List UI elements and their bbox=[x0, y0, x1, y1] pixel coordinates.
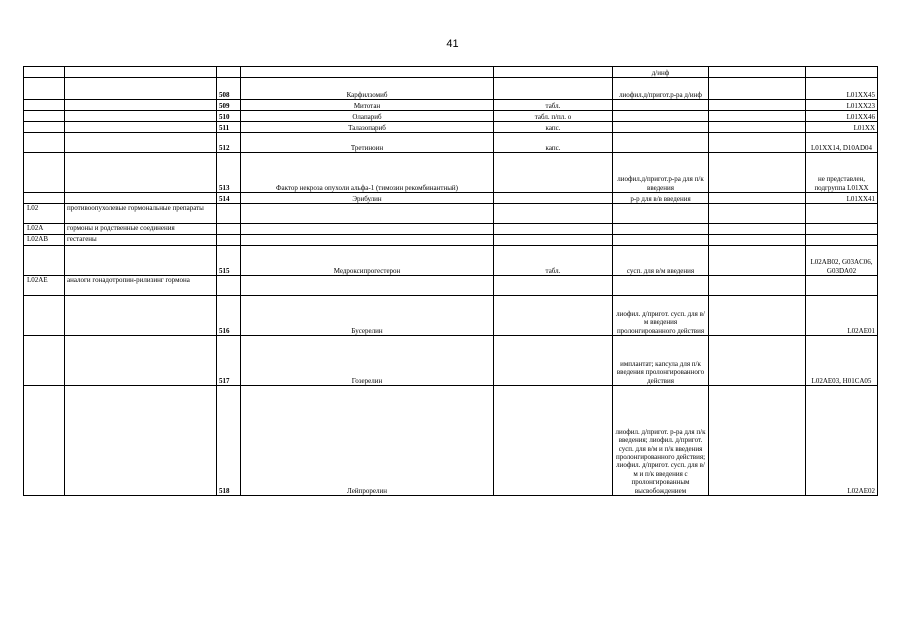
atc-group-code-cell bbox=[24, 111, 65, 122]
atc-code-cell bbox=[806, 67, 878, 78]
atc-group-code-cell bbox=[24, 296, 65, 336]
atc-group-name-cell: аналоги гонадотропин-рилизинг гормона bbox=[65, 276, 217, 296]
atc-group-code-cell bbox=[24, 78, 65, 100]
table-row bbox=[24, 78, 878, 100]
atc-group-name-cell bbox=[65, 67, 217, 78]
item-number-cell bbox=[217, 276, 241, 296]
atc-group-code-cell bbox=[24, 153, 65, 193]
special-form-cell bbox=[613, 122, 709, 133]
blank-cell bbox=[709, 122, 806, 133]
item-number-cell bbox=[217, 67, 241, 78]
dosage-form-cell bbox=[494, 276, 613, 296]
special-form-cell: р-р для в/в введения bbox=[613, 193, 709, 204]
dosage-form-cell bbox=[494, 78, 613, 100]
table-row bbox=[24, 224, 878, 235]
atc-group-name-cell: гестагены bbox=[65, 235, 217, 246]
atc-code-cell: L02AE02 bbox=[806, 386, 878, 496]
item-number-cell: 518 bbox=[217, 386, 241, 496]
item-number-cell: 508 bbox=[217, 78, 241, 100]
atc-group-name-cell bbox=[65, 246, 217, 276]
atc-group-code-cell: L02AE bbox=[24, 276, 65, 296]
special-form-cell bbox=[613, 276, 709, 296]
table-row bbox=[24, 296, 878, 336]
atc-code-cell: L02AB02, G03AC06, G03DA02 bbox=[806, 246, 878, 276]
dosage-form-cell bbox=[494, 235, 613, 246]
atc-group-name-cell bbox=[65, 100, 217, 111]
atc-group-name-cell bbox=[65, 193, 217, 204]
item-number-cell: 514 bbox=[217, 193, 241, 204]
atc-group-code-cell bbox=[24, 193, 65, 204]
dosage-form-cell: капс. bbox=[494, 133, 613, 153]
page-number: 41 bbox=[446, 38, 459, 50]
drug-name-cell: Олапариб bbox=[241, 111, 494, 122]
special-form-cell: д/инф bbox=[613, 67, 709, 78]
item-number-cell bbox=[217, 235, 241, 246]
blank-cell bbox=[709, 153, 806, 193]
atc-code-cell: L02AE03, H01CA05 bbox=[806, 336, 878, 386]
atc-code-cell: L01XX14, D10AD04 bbox=[806, 133, 878, 153]
blank-cell bbox=[709, 386, 806, 496]
blank-cell bbox=[709, 100, 806, 111]
drug-name-cell: Третиноин bbox=[241, 133, 494, 153]
special-form-cell bbox=[613, 235, 709, 246]
dosage-form-cell bbox=[494, 336, 613, 386]
blank-cell bbox=[709, 336, 806, 386]
atc-code-cell bbox=[806, 235, 878, 246]
dosage-form-cell: табл. bbox=[494, 246, 613, 276]
blank-cell bbox=[709, 296, 806, 336]
atc-group-name-cell bbox=[65, 111, 217, 122]
atc-group-code-cell bbox=[24, 336, 65, 386]
drug-table bbox=[23, 66, 878, 496]
special-form-cell: сусп. для в/м введения bbox=[613, 246, 709, 276]
table-row bbox=[24, 246, 878, 276]
drug-name-cell: Медроксипрогестерон bbox=[241, 246, 494, 276]
atc-group-name-cell bbox=[65, 122, 217, 133]
atc-group-code-cell bbox=[24, 246, 65, 276]
dosage-form-cell bbox=[494, 153, 613, 193]
atc-code-cell bbox=[806, 276, 878, 296]
dosage-form-cell bbox=[494, 193, 613, 204]
table-row bbox=[24, 204, 878, 224]
blank-cell bbox=[709, 235, 806, 246]
special-form-cell bbox=[613, 100, 709, 111]
table-row bbox=[24, 122, 878, 133]
atc-code-cell: L01XX bbox=[806, 122, 878, 133]
dosage-form-cell bbox=[494, 386, 613, 496]
special-form-cell: лиофил. д/пригот. р-ра для п/к введения; лиофил. д/пригот. сусп. для в/м и п/к введения пролонгированного действия; лиофил. д/пригот. сусп. для в/м и п/к введения с пролонгированным высвобождением bbox=[613, 386, 709, 496]
atc-group-code-cell bbox=[24, 100, 65, 111]
drug-name-cell: Карфилзомиб bbox=[241, 78, 494, 100]
blank-cell bbox=[709, 224, 806, 235]
atc-group-code-cell: L02 bbox=[24, 204, 65, 224]
dosage-form-cell bbox=[494, 296, 613, 336]
drug-name-cell bbox=[241, 204, 494, 224]
item-number-cell bbox=[217, 204, 241, 224]
table-row bbox=[24, 336, 878, 386]
special-form-cell bbox=[613, 133, 709, 153]
blank-cell bbox=[709, 204, 806, 224]
atc-group-name-cell bbox=[65, 153, 217, 193]
drug-name-cell bbox=[241, 276, 494, 296]
blank-cell bbox=[709, 78, 806, 100]
table-row bbox=[24, 193, 878, 204]
table-row bbox=[24, 67, 878, 78]
item-number-cell: 512 bbox=[217, 133, 241, 153]
table-row bbox=[24, 386, 878, 496]
atc-group-code-cell bbox=[24, 133, 65, 153]
blank-cell bbox=[709, 67, 806, 78]
atc-code-cell: L02AE01 bbox=[806, 296, 878, 336]
item-number-cell: 515 bbox=[217, 246, 241, 276]
dosage-form-cell: капс. bbox=[494, 122, 613, 133]
drug-name-cell: Митотан bbox=[241, 100, 494, 111]
atc-code-cell: L01XX46 bbox=[806, 111, 878, 122]
drug-name-cell: Гозерелин bbox=[241, 336, 494, 386]
table-row bbox=[24, 111, 878, 122]
atc-group-name-cell bbox=[65, 78, 217, 100]
atc-group-code-cell bbox=[24, 67, 65, 78]
atc-code-cell: не представлен, подгруппа L01XX bbox=[806, 153, 878, 193]
atc-code-cell bbox=[806, 204, 878, 224]
blank-cell bbox=[709, 193, 806, 204]
item-number-cell: 517 bbox=[217, 336, 241, 386]
special-form-cell: лиофил.д/пригот.р-ра д/инф bbox=[613, 78, 709, 100]
atc-group-code-cell: L02A bbox=[24, 224, 65, 235]
dosage-form-cell bbox=[494, 67, 613, 78]
atc-group-name-cell bbox=[65, 296, 217, 336]
table-row bbox=[24, 133, 878, 153]
drug-name-cell: Лейпрорелин bbox=[241, 386, 494, 496]
atc-group-code-cell bbox=[24, 386, 65, 496]
special-form-cell bbox=[613, 204, 709, 224]
drug-name-cell: Эрибулин bbox=[241, 193, 494, 204]
dosage-form-cell bbox=[494, 224, 613, 235]
blank-cell bbox=[709, 276, 806, 296]
table-row bbox=[24, 153, 878, 193]
special-form-cell: имплантат; капсула для п/к введения пролонгированного действия bbox=[613, 336, 709, 386]
item-number-cell: 511 bbox=[217, 122, 241, 133]
table-row bbox=[24, 235, 878, 246]
drug-name-cell bbox=[241, 224, 494, 235]
atc-code-cell: L01XX41 bbox=[806, 193, 878, 204]
atc-group-name-cell: противоопухолевые гормональные препараты bbox=[65, 204, 217, 224]
special-form-cell: лиофил.д/пригот.р-ра для п/к введения bbox=[613, 153, 709, 193]
drug-name-cell: Фактор некроза опухоли альфа-1 (тимозин рекомбинантный) bbox=[241, 153, 494, 193]
drug-name-cell: Бусерелин bbox=[241, 296, 494, 336]
atc-group-code-cell: L02AB bbox=[24, 235, 65, 246]
dosage-form-cell: табл. п/пл. о bbox=[494, 111, 613, 122]
table-row bbox=[24, 276, 878, 296]
atc-code-cell: L01XX23 bbox=[806, 100, 878, 111]
atc-code-cell: L01XX45 bbox=[806, 78, 878, 100]
dosage-form-cell bbox=[494, 204, 613, 224]
special-form-cell bbox=[613, 224, 709, 235]
item-number-cell: 510 bbox=[217, 111, 241, 122]
atc-group-name-cell bbox=[65, 386, 217, 496]
table-row bbox=[24, 100, 878, 111]
item-number-cell: 516 bbox=[217, 296, 241, 336]
atc-group-code-cell bbox=[24, 122, 65, 133]
special-form-cell bbox=[613, 111, 709, 122]
blank-cell bbox=[709, 111, 806, 122]
blank-cell bbox=[709, 246, 806, 276]
item-number-cell bbox=[217, 224, 241, 235]
drug-name-cell bbox=[241, 67, 494, 78]
atc-group-name-cell bbox=[65, 133, 217, 153]
drug-name-cell: Талазопариб bbox=[241, 122, 494, 133]
blank-cell bbox=[709, 133, 806, 153]
special-form-cell: лиофил. д/пригот. сусп. для в/м введения пролонгированного действия bbox=[613, 296, 709, 336]
atc-group-name-cell bbox=[65, 336, 217, 386]
atc-group-name-cell: гормоны и родственные соединения bbox=[65, 224, 217, 235]
drug-name-cell bbox=[241, 235, 494, 246]
item-number-cell: 513 bbox=[217, 153, 241, 193]
dosage-form-cell: табл. bbox=[494, 100, 613, 111]
atc-code-cell bbox=[806, 224, 878, 235]
item-number-cell: 509 bbox=[217, 100, 241, 111]
